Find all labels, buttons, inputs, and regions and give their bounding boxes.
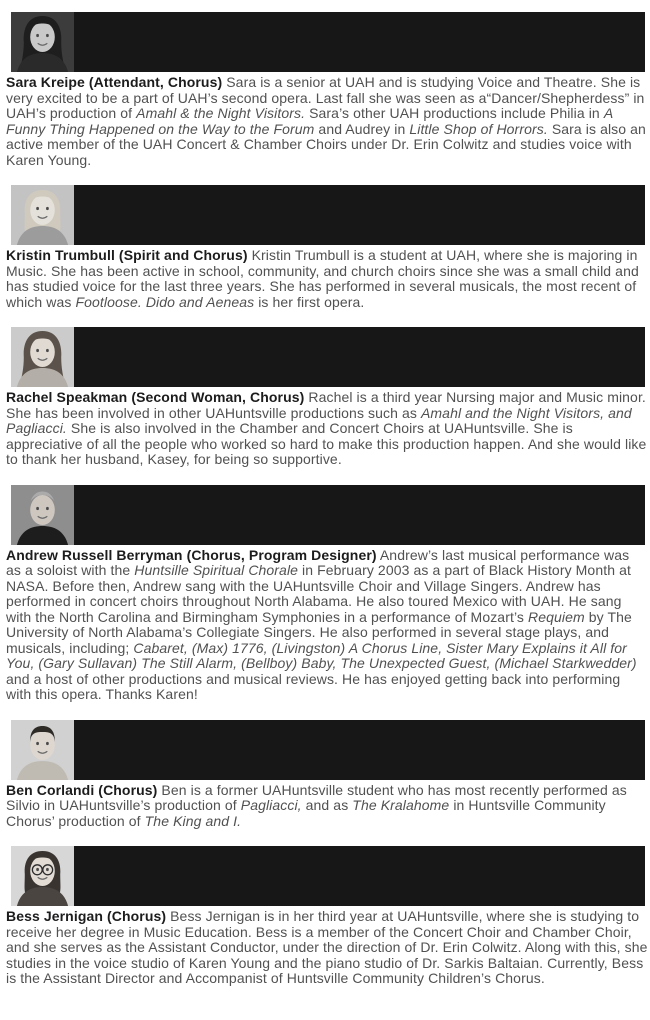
photo-banner: [11, 846, 645, 906]
bio-paragraph: [6, 909, 648, 987]
photo-banner: [11, 485, 645, 545]
bio-paragraph: [6, 75, 648, 168]
portrait-photo-bess-jernigan: [11, 846, 74, 906]
bio-paragraph: [6, 783, 648, 830]
bio-body-text: Rachel is a third year Nursing major and Music minor. She has been involved in other UAHuntsville productions such as Amahl and the Night Visitors, and Pagliacci. She is also involved in the Chamber and Concert Choirs at UAHuntsville. She is appreciative of all the people who worked so hard to make this production happen. And she would like to thank her husband, Kasey, for being so supportive.: [6, 389, 647, 467]
portrait-photo-ben-corlandi: [11, 720, 74, 780]
bio-section-rachel-speakman: [0, 327, 650, 468]
bio-body-text: Sara is a senior at UAH and is studying Voice and Theatre. She is very excited to be a part of UAH’s second opera. Last fall she was seen as a“Dancer/Shepherdess” in UAH’s production of Amahl & the Night Visitors. Sara’s other UAH productions include Philia in A Funny Thing Happened on the Way to the Forum and Audrey in Little Shop of Horrors. Sara is also an active member of the UAH Concert & Chamber Choirs under Dr. Erin Colwitz and studies voice with Karen Young.: [6, 74, 646, 168]
photo-banner: [11, 720, 645, 780]
portrait-photo-sara-kreipe: [11, 12, 74, 72]
performer-name-role: Rachel Speakman (Second Woman, Chorus): [6, 389, 305, 405]
performer-name-role: Sara Kreipe (Attendant, Chorus): [6, 74, 223, 90]
photo-banner: [11, 185, 645, 245]
bio-section-ben-corlandi: [0, 720, 650, 830]
performer-name-role: Ben Corlandi (Chorus): [6, 781, 158, 798]
bio-paragraph: [6, 548, 648, 703]
performer-name-role: Bess Jernigan (Chorus): [6, 908, 167, 924]
bio-body-text: Ben is a former UAHuntsville student who has most recently performed as Silvio in UAHuntsville’s production of Pagliacci, and as The Kralahome in Huntsville Community Chorus’ production of The King and I.: [6, 781, 627, 829]
portrait-photo-rachel-speakman: [11, 327, 74, 387]
portrait-photo-andrew-berryman: [11, 485, 74, 545]
performer-name-role: Kristin Trumbull (Spirit and Chorus): [6, 247, 248, 263]
bio-section-sara-kreipe: [0, 12, 650, 168]
bio-paragraph: [6, 248, 648, 310]
bio-body-text: Bess Jernigan is in her third year at UAHuntsville, where she is studying to receive her degree in Music Education. Bess is a member of the Concert Choir and Chamber Choir, and she serves as the Assistant Conductor, under the direction of Dr. Erin Colwitz. Along with this, she studies in the voice studio of Karen Young and the piano studio of Dr. Sarkis Baltaian. Currently, Bess is the Assistant Director and Accompanist of Huntsville Community Children’s Chorus.: [6, 908, 648, 986]
bio-section-bess-jernigan: [0, 846, 650, 987]
portrait-photo-kristin-trumbull: [11, 185, 74, 245]
bio-paragraph: [6, 390, 648, 468]
photo-banner: [11, 12, 645, 72]
bio-body-text: Andrew’s last musical performance was as a soloist with the Huntsille Spiritual Chorale in February 2003 as a part of Black History Month at NASA. Before then, Andrew sang with the UAHuntsville Choir and Village Singers. Andrew has performed in concert choirs throughout North Alabama. He also toured Mexico with UAH. He sang with the North Carolina and Birmingham Symphonies in a performance of Mozart’s Requiem by The University of North Alabama’s Collegiate Singers. He also performed in several stage plays, and musicals, including; Cabaret, (Max) 1776, (Livingston) A Chorus Line, Sister Mary Explains it All for You, (Gary Sullavan) The Still Alarm, (Bellboy) Baby, The Unexpected Guest, (Michael Starkwedder) and a host of other productions and musical reviews. He has enjoyed getting back into performing with this opera. Thanks Karen!: [6, 546, 637, 702]
photo-banner: [11, 327, 645, 387]
bio-body-text: Kristin Trumbull is a student at UAH, where she is majoring in Music. She has been active in school, community, and church choirs since she was a small child and has studied voice for the last three years. She has performed in several musicals, the most recent of which was Footloose. Dido and Aeneas is her first opera.: [6, 247, 639, 310]
bio-section-andrew-berryman: [0, 485, 650, 703]
bio-section-kristin-trumbull: [0, 185, 650, 310]
performer-name-role: Andrew Russell Berryman (Chorus, Program Designer): [6, 546, 377, 563]
